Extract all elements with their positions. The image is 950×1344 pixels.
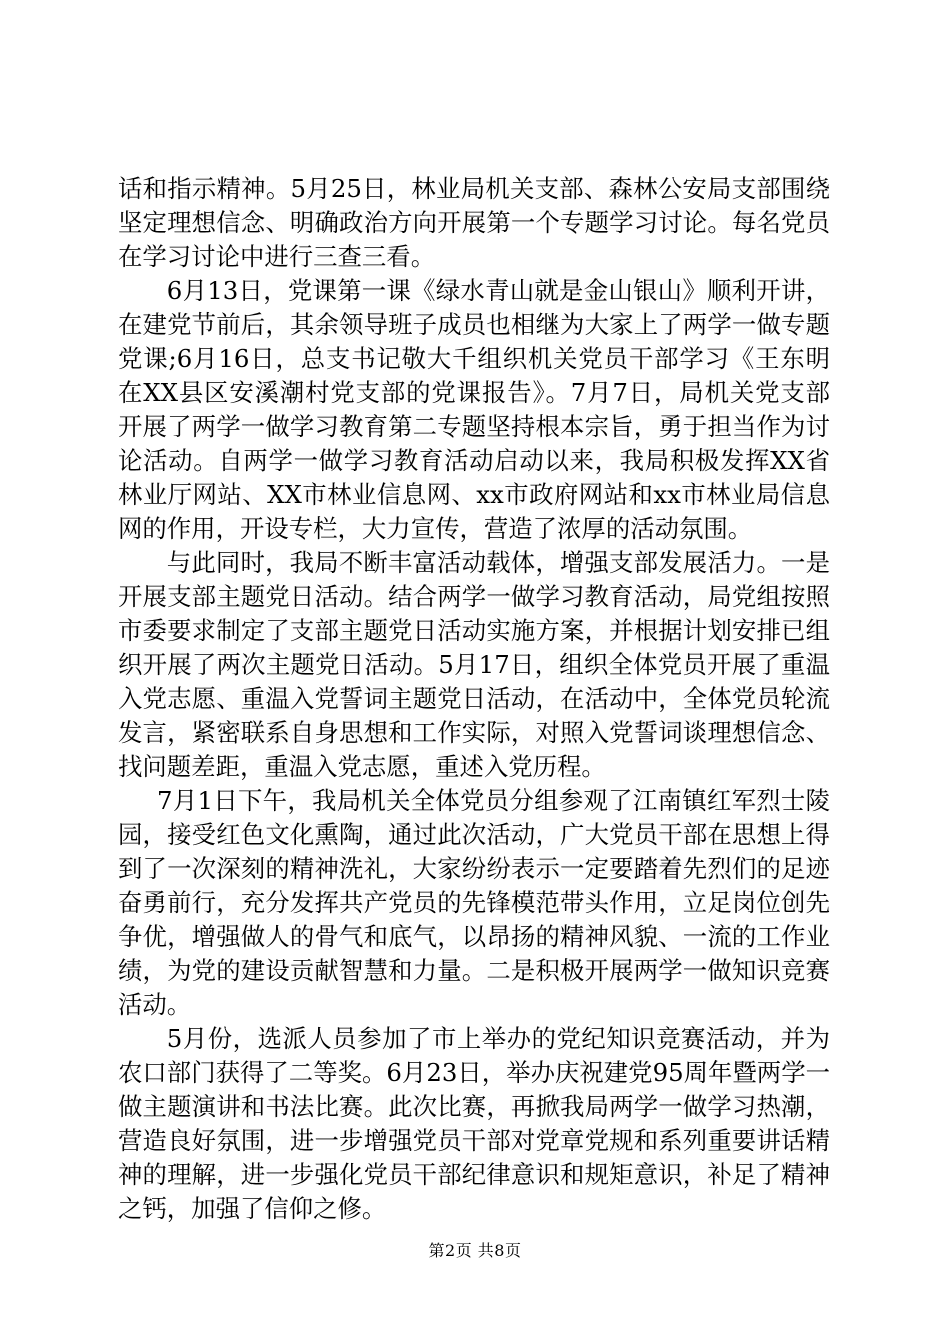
- paragraph-2: 6月13日，党课第一课《绿水青山就是金山银山》顺利开讲，在建党节前后，其余领导班子成员也相继为大家上了两学一做专题党课;6月16日，总支书记敬大千组织机关党员干部学习《王东明在XX县区安溪潮村党支部的党课报告》。7月7日，局机关党支部开展了两学一做学习教育第二专题坚持根本宗旨，勇于担当作为讨论活动。自两学一做学习教育活动启动以来，我局积极发挥XX省林业厅网站、XX市林业信息网、xx市政府网站和xx市林业局信息网的作用，开设专栏，大力宣传，营造了浓厚的活动氛围。: [118, 276, 830, 543]
- paragraph-4: 7月1日下午，我局机关全体党员分组参观了江南镇红军烈士陵园，接受红色文化熏陶，通过此次活动，广大党员干部在思想上得到了一次深刻的精神洗礼，大家纷纷表示一定要踏着先烈们的足迹奋勇前行，充分发挥共产党员的先锋模范带头作用，立足岗位创先争优，增强做人的骨气和底气，以昂扬的精神风貌、一流的工作业绩，为党的建设贡献智慧和力量。二是积极开展两学一做知识竞赛活动。: [118, 786, 830, 1019]
- page-footer: 第2页 共8页: [428, 1241, 522, 1260]
- paragraph-3: 与此同时，我局不断丰富活动载体，增强支部发展活力。一是开展支部主题党日活动。结合两学一做学习教育活动，局党组按照市委要求制定了支部主题党日活动实施方案，并根据计划安排已组织开展了两次主题党日活动。5月17日，组织全体党员开展了重温入党志愿、重温入党誓词主题党日活动，在活动中，全体党员轮流发言，紧密联系自身思想和工作实际，对照入党誓词谈理想信念、找问题差距，重温入党志愿，重述入党历程。: [118, 548, 830, 781]
- document-body: [118, 172, 830, 1226]
- paragraph-1: 话和指示精神。5月25日，林业局机关支部、森林公安局支部围绕坚定理想信念、明确政治方向开展第一个专题学习讨论。每名党员在学习讨论中进行三查三看。: [118, 174, 830, 271]
- paragraph-5: 5月份，选派人员参加了市上举办的党纪知识竞赛活动，并为农口部门获得了二等奖。6月23日，举办庆祝建党95周年暨两学一做主题演讲和书法比赛。此次比赛，再掀我局两学一做学习热潮，营造良好氛围，进一步增强党员干部对党章党规和系列重要讲话精神的理解，进一步强化党员干部纪律意识和规矩意识，补足了精神之钙，加强了信仰之修。: [118, 1024, 830, 1223]
